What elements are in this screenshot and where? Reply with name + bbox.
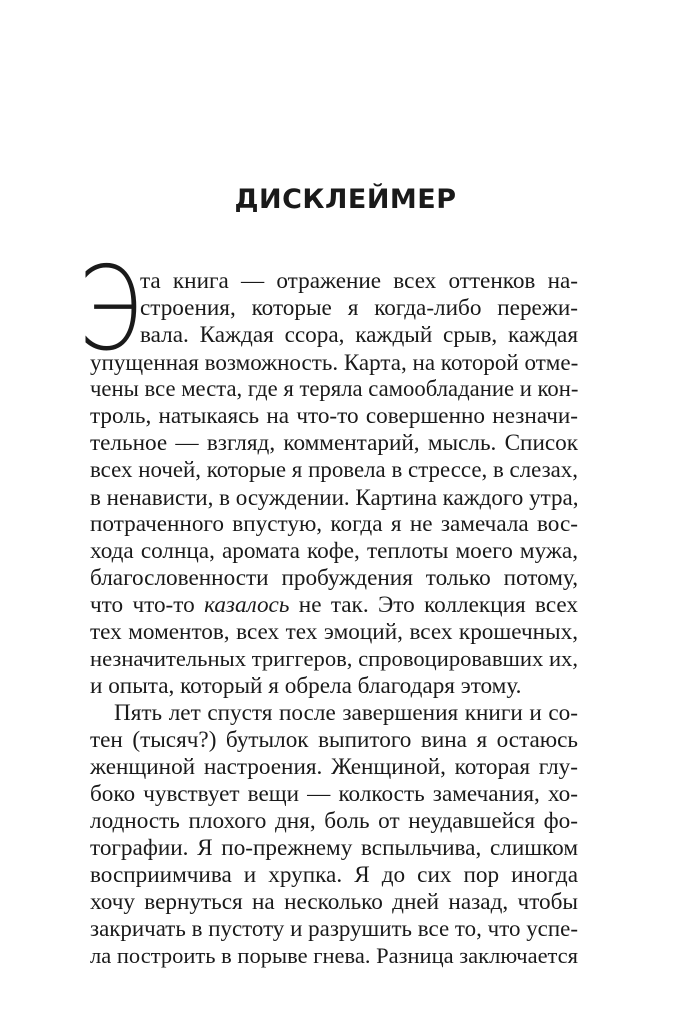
text-line: тен (тысяч?) бутылок выпитого вина я остаюсь — [90, 727, 578, 753]
text-line: незначительных триггеров, спровоцировавших их, — [90, 646, 578, 671]
text-line: вала. Каждая ссора, каждый срыв, каждая — [140, 322, 578, 348]
text-line: тех моментов, всех тех эмоций, всех крошечных, — [90, 619, 578, 645]
text-line: хода солнца, аромата кофе, теплоты моего мужа, — [90, 538, 578, 564]
text-line: в ненависти, в осуждении. Картина каждого утра, — [90, 484, 579, 510]
text-line: Пять лет спустя после завершения книги и со- — [114, 700, 578, 726]
text-line: та книга — отражение всех оттенков на- — [140, 268, 578, 294]
text-line: женщиной настроения. Женщиной, которая глу- — [90, 754, 578, 780]
text-line: благословенности пробуждения только потому, — [90, 565, 578, 591]
text-line: чены все места, где я теряла самообладание и кон- — [90, 376, 579, 401]
text-line: лодность плохого дня, боль от неудавшейся фо- — [90, 808, 578, 834]
emphasis-text: казалось — [204, 592, 290, 618]
page-title: ДИСКЛЕЙМЕР — [234, 184, 457, 215]
text-line: тографии. Я по-прежнему вспыльчива, слишком — [90, 835, 578, 861]
drop-cap: Э — [78, 242, 142, 377]
text-line: закричать в пустоту и разрушить все то, что успе- — [90, 916, 578, 941]
text-line: всех ночей, которые я провела в стрессе, в слезах, — [90, 457, 578, 482]
text-span: не так. Это коллекция всех — [289, 592, 578, 618]
text-line: потраченного впустую, когда я не замечала вос- — [90, 511, 578, 537]
text-line: хочу вернуться на несколько дней назад, чтобы — [90, 889, 578, 915]
text-line: восприимчива и хрупка. Я до сих пор иногда — [90, 862, 578, 888]
text-line: и опыта, который я обрела благодаря этому. — [90, 673, 522, 699]
text-line: троль, натыкаясь на что-то совершенно незначи- — [90, 403, 578, 429]
text-line: тельное — взгляд, комментарий, мысль. Список — [90, 430, 578, 456]
text-span: что что-то — [90, 592, 205, 618]
text-line: боко чувствует вещи — колкость замечания, хо- — [90, 781, 578, 807]
text-line: ла построить в порыве гнева. Разница заключается — [90, 943, 578, 968]
text-line — [90, 592, 578, 619]
text-line: упущенная возможность. Карта, на которой отме- — [90, 349, 579, 375]
text-line: строения, которые я когда-либо пережи- — [140, 295, 578, 321]
